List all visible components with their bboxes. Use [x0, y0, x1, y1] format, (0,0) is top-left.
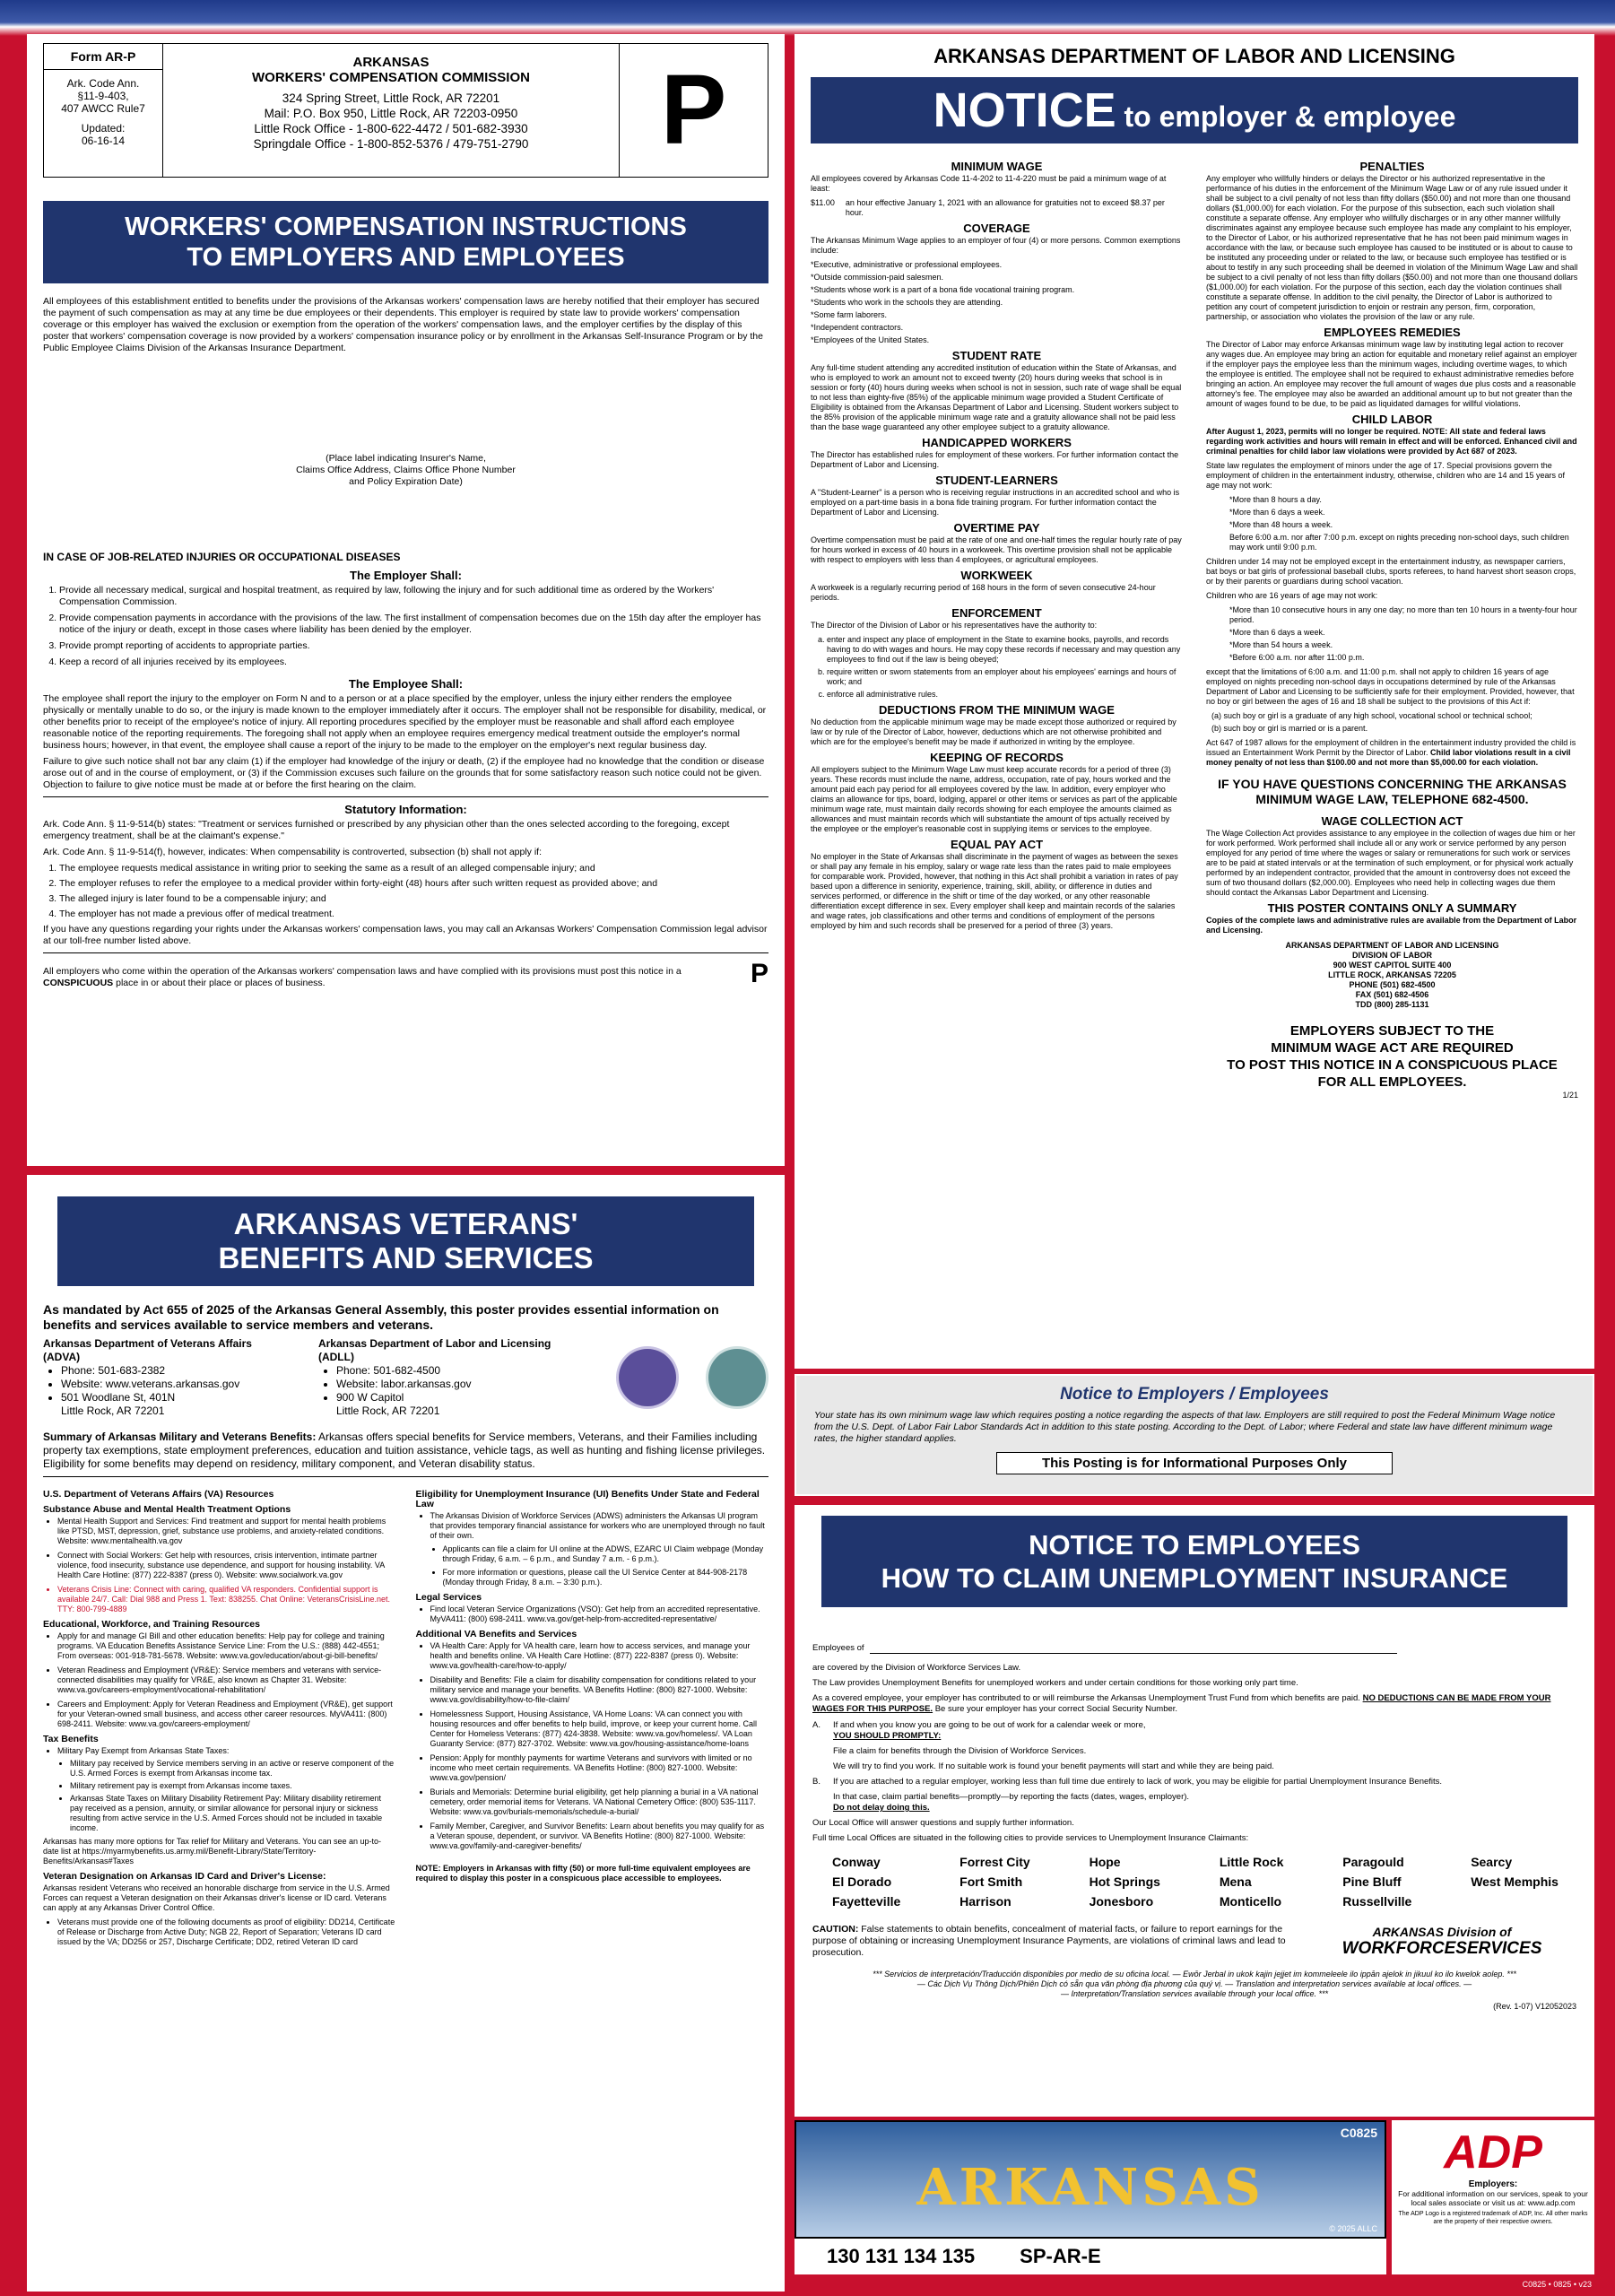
vet-adva	[43, 1337, 291, 1418]
dol-handicapped-heading: HANDICAPPED WORKERS	[922, 436, 1072, 449]
ui-languages	[812, 1970, 1576, 1999]
vet-title-line2: BENEFITS AND SERVICES	[218, 1241, 594, 1274]
vet-summary-para	[43, 1431, 768, 1471]
dol-questions: IF YOU HAVE QUESTIONS CONCERNING THE ARKANSAS MINIMUM WAGE LAW, TELEPHONE 682-4500.	[1218, 777, 1567, 806]
dol-min-wage-2: an hour effective January 1, 2021 with an allowance for gratuities not to exceed $8.37 per hour.	[845, 198, 1165, 217]
ui-lang-3: — Interpretation/Translation services available through your local office. ***	[1061, 1989, 1328, 1998]
city: West Memphis	[1471, 1874, 1559, 1889]
dol-child-3: Children who are 16 years of age may not work:	[1206, 591, 1378, 600]
ui-full-time: Full time Local Offices are situated in the following cities to provide services to Unemployment Insurance Claimants:	[812, 1833, 1249, 1843]
wc-code-3: 407 AWCC Rule7	[61, 102, 145, 115]
dol-contact-line: PHONE (501) 682-4500	[1349, 980, 1436, 989]
list-item: • Military Pay Exempt from Arkansas State Taxes:	[57, 1746, 396, 1756]
vet-adll-heading: Arkansas Department of Labor and Licensing (ADLL)	[317, 1337, 551, 1363]
footer-employers-heading: Employers:	[1468, 2179, 1518, 2189]
vet-title-line1: ARKANSAS VETERANS'	[233, 1207, 578, 1240]
wc-letter: P	[660, 55, 727, 165]
vet-adll	[318, 1337, 589, 1418]
list-item: • Phone: 501-682-4500	[336, 1364, 589, 1378]
dol-post-line: MINIMUM WAGE ACT ARE REQUIRED	[1271, 1040, 1514, 1056]
dol-contact-line: 900 WEST CAPITOL SUITE 400	[1333, 961, 1452, 970]
list-item: • Veterans Crisis Line: Connect with caring, qualified VA responders. Confidential support is available 24/7. Call: Dial 988 and Press 1. Text: 838255. Chat Online: VeteransCrisisLine.net. TTY: 800-799-4889	[57, 1585, 396, 1614]
ui-title-line2: HOW TO CLAIM UNEMPLOYMENT INSURANCE	[881, 1562, 1508, 1594]
vet-section-heading: Educational, Workforce, and Training Resources	[43, 1619, 260, 1630]
dol-overtime-heading: OVERTIME PAY	[953, 521, 1040, 535]
wc-footer-letter: P	[750, 959, 768, 988]
ui-lang-1: *** Servicios de interpretación/Traducción disponibles por medio de su oficina local. — Ewōr Jerbal in ukok kajin jejjet im kommeleele ilo ippān ajelok in jikuul ko ilo kwelok aolep. ***	[873, 1970, 1516, 1979]
list-item: • Website: labor.arkansas.gov	[336, 1378, 589, 1391]
wc-insurer-line1: (Place label indicating Insurer's Name,	[326, 453, 486, 464]
wc-employer-shall-heading: The Employer Shall:	[350, 569, 462, 582]
ui-b-1: In that case, claim partial benefits—promptly—by reporting the facts (dates, wages, employer).	[832, 1792, 1190, 1802]
list-item: • Find local Veteran Service Organizations (VSO): Get help from an accredited representative. MyVA411: (800) 698-2411. www.va.gov/get-help-from-accredited-representative/	[430, 1605, 769, 1624]
dol-remedies-heading: EMPLOYEES REMEDIES	[1324, 326, 1461, 339]
dol-penalties-heading: PENALTIES	[1359, 160, 1425, 173]
dol-remedies: The Director of Labor may enforce Arkansas minimum wage law by instituting legal action to recover any wages due. An employee may bring an action for equitable and monetary relief against an employer if the employer pays the employee less than the minimum wages, including overtime wages, to which the employee is entitled. The employee shall not be required to exhaust administrative remedies before bringing an action. An employee may recover the full amount of wages due plus costs and a reasonable attorney's fee. The employee may also be awarded an additional amount up to but not greater than the amount of wages found to be due, to be paid as liquidated damages for willful violations.	[1206, 340, 1577, 408]
ui-city-col	[959, 1852, 1030, 1911]
dol-equal-heading: EQUAL PAY ACT	[950, 838, 1044, 851]
city: Hope	[1089, 1855, 1121, 1869]
list-item: 4. Keep a record of all injuries received by its employees.	[59, 657, 768, 668]
vet-summary: Arkansas offers special benefits for Service members, Veterans, and their Families including property tax exemptions, state employment preferences, education and tuition assistance, vehicle tags, as well as hunting and fishing license privileges. Eligibility for some benefits may depend on residency, military component, and Veteran disability status.	[43, 1431, 766, 1470]
dol-child-bold: After August 1, 2023, permits will no longer be required. NOTE: All state and federal laws regarding work activities and hours will remain in effect and will be enforced. Enhanced civil and criminal penalties for child labor law violations were provided by Act 687 of 2023.	[1206, 427, 1577, 456]
vet-seal-1-icon	[616, 1346, 679, 1409]
ui-logo-top: ARKANSAS Division of	[1372, 1924, 1512, 1939]
dol-deductions: No deduction from the applicable minimum wage may be made except those authorized or required by law or by rule of the Director of Labor, however, deductions which are not otherwise prohibited and which are for the employee's benefit may be made if authorized in writing by the employee.	[811, 718, 1177, 746]
wc-employee-shall-heading: The Employee Shall:	[348, 677, 464, 691]
city: Hot Springs	[1089, 1874, 1160, 1889]
city: Little Rock	[1219, 1855, 1284, 1869]
dol-post-line: TO POST THIS NOTICE IN A CONSPICUOUS PLACE	[1227, 1057, 1558, 1073]
list-item: • Phone: 501-683-2382	[61, 1364, 291, 1378]
dol-penalties: Any employer who willfully hinders or delays the Director or his authorized representative in the performance of his duties in the enforcement of the Minimum Wage Law or of any rule issued under it shall be subject to a civil penalty of not less than fifty dollars ($50.00) and not more than one thousand dollars ($1,000.00) for each violation. For the purpose of this subsection, each such violation shall constitute a separate offense. Any employer who willfully discharges or in any other manner willfully discriminates against any employee because such employee has made any complaint to his employer, to the Director of Labor, or his authorized representative that he has not been paid minimum wages in accordance with the law, or because such employee has caused to be instituted or is about to cause to be instituted any proceeding under or related to the law, or because such employee has testified or is about to testify in any such proceeding shall be deemed in violation of the Minimum Wage Law and shall be subject to a civil penalty of not less than fifty dollars ($50.00) and not more than one thousand dollars ($1,000.00) for each violation. For the purpose of this section, each day the violation continues shall constitute a separate offense. In addition to the civil penalty, the Director of Labor is authorized to petition any court of competent jurisdiction to enjoin or restrain any person, firm, corporation, partnership, or association who violates the provision of the law or any rule.	[1206, 174, 1578, 321]
list-item: • Veterans must provide one of the following documents as proof of eligibility: DD214, Certificate of Release or Discharge from Active Duty; NGB 22, Report of Separation; Veterans ID card issued by the VA; DD256 or 257, Discharge Certificate; DD2, retired Veteran ID card	[57, 1918, 396, 1947]
city: Paragould	[1342, 1855, 1404, 1869]
wc-address-1: 324 Spring Street, Little Rock, AR 72201	[282, 91, 500, 105]
dol-agency: ARKANSAS DEPARTMENT OF LABOR AND LICENSING	[933, 45, 1455, 67]
wc-form-id: Form AR-P	[44, 44, 162, 70]
list-item: • Pension: Apply for monthly payments for wartime Veterans and survivors with limited or no income who meet certain requirements. VA Benefits Hotline: (800) 827-1000. Website: www.va.gov/pension/	[430, 1753, 769, 1783]
ui-a-1: File a claim for benefits through the Division of Workforce Services.	[832, 1746, 1087, 1756]
dol-notice-banner	[811, 77, 1578, 144]
ui-covered-employee-para	[812, 1693, 1576, 1715]
dol-enforcement-heading: ENFORCEMENT	[951, 606, 1042, 620]
wc-statutory-2: Ark. Code Ann. § 11-9-514(f), however, indicates: When compensability is controverted, subsection (b) shall not apply if:	[43, 847, 543, 857]
city: Jonesboro	[1089, 1894, 1154, 1909]
list-item: *Students who work in the schools they are attending.	[811, 298, 1003, 307]
ui-caution-para	[812, 1924, 1307, 1959]
ui-b-2: Do not delay doing this.	[832, 1803, 930, 1813]
dol-coverage-heading: COVERAGE	[963, 222, 1030, 235]
dol-notice-big: NOTICE	[933, 83, 1116, 137]
list-item: *Independent contractors.	[811, 323, 904, 332]
list-item: • The Arkansas Division of Workforce Services (ADWS) administers the Arkansas UI program that provides temporary financial assistance for workers who are unemployed through no fault of their own.	[430, 1511, 769, 1541]
ui-lang-2: — Các Dịch Vụ Thông Dịch/Phiên Dịch có sẵn qua văn phòng địa phương của quý vị. — Translation and interpretation services available at local offices. —	[916, 1979, 1472, 1988]
list-item: • Connect with Social Workers: Get help with resources, crisis intervention, intimate partner violence, food insecurity, substance use dependence, and support for housing instability. VA Health Care Hotline: (877) 222-8387 (press 0). Website: www.socialwork.va.gov	[57, 1551, 396, 1580]
footer-numbers: 130 131 134 135	[827, 2245, 976, 2267]
list-item: • Veteran Readiness and Employment (VR&E): Service members and veterans with service-connected disabilities may qualify for VR&E, also known as Chapter 31. Website: www.va.gov/careers-employment/vocational-rehabilitation/	[57, 1665, 396, 1695]
wc-updated-date: 06-16-14	[81, 135, 126, 147]
dol-contact-line: DIVISION OF LABOR	[1351, 951, 1432, 960]
ui-body	[812, 1643, 1576, 1844]
wc-updated-label: Updated:	[81, 122, 126, 135]
vet-seal-2-icon	[706, 1346, 768, 1409]
dol-min-wage-amount: $11.00	[811, 198, 835, 207]
dol-collection-heading: WAGE COLLECTION ACT	[1321, 814, 1463, 828]
vet-adll-city: Little Rock, AR 72201	[335, 1405, 440, 1417]
dol-student-heading: STUDENT RATE	[951, 349, 1042, 362]
wc-code-1: Ark. Code Ann.	[66, 77, 140, 90]
dol-learners-heading: STUDENT-LEARNERS	[935, 474, 1058, 487]
ui-city-col	[832, 1852, 900, 1911]
list-item: b. require written or sworn statements from an employer about his employees' earnings and hours of work; and	[827, 667, 1183, 687]
ui-caution-heading: CAUTION:	[812, 1924, 859, 1935]
city: Russellville	[1342, 1894, 1412, 1909]
dol-left-column	[811, 156, 1183, 1100]
list-item: *Students whose work is a part of a bona fide vocational training program.	[811, 285, 1075, 294]
ui-covered-employee: As a covered employee, your employer has contributed to or will reimburse the Arkansas Unemployment Trust Fund from which benefits are paid.	[812, 1693, 1360, 1703]
ui-b-text: If you are attached to a regular employer, working less than full time due entirely to lack of work, you may be eligible for partial Unemployment Insurance Benefits.	[832, 1777, 1443, 1787]
ui-caution: False statements to obtain benefits, concealment of material facts, or failure to report earnings for the purpose of obtaining or increasing Unemployment Insurance Payments, are violations of criminal laws and lead to prosecution.	[812, 1924, 1286, 1958]
list-item: • Apply for and manage GI Bill and other education benefits: Help pay for college and training programs. VA Education Benefits Assistance Service Line: From the U.S.: (888) 442-4551; From overseas: 001-918-781-5678. Website: www.va.gov/education/about-gi-bill-benefits/	[57, 1631, 396, 1661]
list-item: *More than 10 consecutive hours in any one day; no more than ten 10 hours in a twenty-four hour period.	[1229, 605, 1577, 624]
wc-statutory-list	[43, 863, 768, 920]
vet-section-heading: Eligibility for Unemployment Insurance (UI) Benefits Under State and Federal Law	[415, 1489, 760, 1509]
list-item: • Burials and Memorials: Determine burial eligibility, get help planning a burial in a VA national cemetery, order memorial items for Veterans. VA National Cemetery Office: (800) 535-1117. Website: www.va.gov/burials-memorials/schedule-a-burial/	[430, 1787, 769, 1817]
wc-address-2: Mail: P.O. Box 950, Little Rock, AR 72203-0950	[264, 107, 518, 120]
wc-footer	[43, 959, 768, 989]
list-item: *More than 8 hours a day.	[1229, 495, 1322, 504]
dol-child-1: State law regulates the employment of minors under the age of 17. Special provisions govern the employment of children in the entertainment industry, otherwise, children who are 14 and 15 years of age may not work:	[1206, 461, 1566, 490]
dol-child-heading: CHILD LABOR	[1351, 413, 1433, 426]
ui-workforce-logo	[1307, 1925, 1576, 1959]
list-item: c. enforce all administrative rules.	[827, 690, 1183, 700]
city: Mena	[1219, 1874, 1252, 1889]
ui-a-prompt: YOU SHOULD PROMPTLY:	[832, 1731, 942, 1741]
wc-agency: WORKERS' COMPENSATION COMMISSION	[252, 70, 530, 85]
city: El Dorado	[832, 1874, 892, 1889]
ui-title-line1: NOTICE TO EMPLOYEES	[1029, 1529, 1360, 1561]
list-item: *Before 6:00 a.m. nor after 11:00 p.m.	[1229, 653, 1365, 662]
list-item: • Military retirement pay is exempt from Arkansas income taxes.	[70, 1781, 396, 1791]
list-item: *More than 6 days a week.	[1229, 628, 1325, 637]
footer-employers: For additional information on our services, speak to your local sales associate or visit us at: www.adp.com	[1398, 2189, 1588, 2207]
list-item: *Employees of the United States.	[811, 335, 930, 344]
dol-workweek-heading: WORKWEEK	[960, 569, 1033, 582]
footer-copyright: © 2025 ALLC	[1329, 2224, 1377, 2233]
list-item: • Family Member, Caregiver, and Survivor Benefits: Learn about benefits you may qualify for as a Veteran spouse, dependent, or survivor. VA Benefits Hotline: (800) 827-1000. Website: www.va.gov/family-and-caregiver-benefits/	[430, 1822, 769, 1851]
vet-note: NOTE: Employers in Arkansas with fifty (50) or more full-time equivalent employees are required to display this poster in a conspicuous place accessible to employees.	[415, 1864, 751, 1883]
dol-rev: 1/21	[1562, 1091, 1578, 1100]
ui-a-text: If and when you know you are going to be out of work for a calendar week or more,	[832, 1720, 1146, 1730]
workers-comp-panel	[27, 34, 785, 1166]
city: Searcy	[1471, 1855, 1513, 1869]
wc-employee-shall-2: Failure to give such notice shall not bar any claim (1) if the employer had knowledge of the injury or death, (2) if the employee had no knowledge that the condition or disease arose out of and in the course of employment, or (3) if the Commission excuses such failure on the grounds that for some satisfactory reason such notice could not be given. Objection to failure to give notice must be made at or before the first hearing on the claim.	[43, 756, 765, 790]
list-item: 3. The alleged injury is later found to be a compensable injury; and	[59, 893, 768, 905]
wc-statutory-heading: Statutory Information:	[344, 803, 467, 816]
dol-child-list-1	[1206, 495, 1578, 552]
list-item: (a) such boy or girl is a graduate of any high school, vocational school or technical school;	[1211, 711, 1533, 720]
wc-footer-end: place in or about their place or places of business.	[116, 978, 326, 988]
vet-summary-heading: Summary of Arkansas Military and Veterans Benefits:	[43, 1431, 317, 1443]
list-item: Before 6:00 a.m. nor after 7:00 p.m. except on nights preceding non-school days, such children may work until 9:00 p.m.	[1229, 533, 1569, 552]
dol-child-5-bold: Child labor violations result in a civil money penalty of not less than $100.00 and not more than $5,000.00 for each violation.	[1206, 748, 1571, 767]
dol-summary-heading: THIS POSTER CONTAINS ONLY A SUMMARY	[1267, 901, 1517, 915]
wc-state: ARKANSAS	[352, 55, 430, 70]
ui-title-banner	[821, 1516, 1567, 1607]
fed-notice-title: Notice to Employers / Employees	[1060, 1385, 1329, 1404]
wc-title-line1: WORKERS' COMPENSATION INSTRUCTIONS	[125, 213, 687, 241]
vet-section-heading: U.S. Department of Veterans Affairs (VA) Resources	[43, 1489, 274, 1500]
vet-right-column	[416, 1484, 769, 1947]
ui-cities	[812, 1848, 1576, 1915]
list-item: • Careers and Employment: Apply for Veteran Readiness and Employment (VR&E), get support for your Veteran-owned small business, and access other career resources. MyVA411: (800) 698-2411. Website: www.va.gov/careers-employment/	[57, 1700, 396, 1729]
dol-collection: The Wage Collection Act provides assistance to any employee in the collection of wages due him or her for work performed. Work performed shall include all or any work or service performed by any person employed for any period of time where the wages or salary or remunerations for such work or services are to be paid at stated intervals or at the termination of such employment, or for physical work actually performed by an independent contractor, provided that the amount in controversy does not exceed the sum of two thousand dollars ($2,000.00). Employees who need help in collecting wages due them should contact the Arkansas Labor Department and Licensing.	[1206, 829, 1576, 897]
wc-statutory-1: Ark. Code Ann. § 11-9-514(b) states: "Treatment or services furnished or prescribed by any physician other than the ones selected according to the foregoing, except emergency treatment, shall be at the claimant's expense."	[43, 819, 730, 841]
fed-notice-box: This Posting is for Informational Purposes Only	[996, 1452, 1393, 1474]
dol-child-4: except that the limitations of 6:00 a.m. and 11:00 p.m. shall not apply to children 16 years of age employed on nights preceding non-school days in occupations determined by rule of the Arkansas Department of Labor and Licensing to be sufficiently safe for their employment. Provided, however, that no boy or girl between the ages of 16 and 18 shall be subject to the provisions of this Act if:	[1206, 667, 1575, 706]
dol-min-wage-heading: MINIMUM WAGE	[951, 160, 1043, 173]
dol-child-list-2	[1206, 605, 1578, 663]
list-item: • Mental Health Support and Services: Find treatment and support for mental health problems like PTSD, MST, depression, grief, substance use problems, and anxiety-related conditions. Website: www.mentalhealth.va.gov	[57, 1517, 396, 1546]
dol-min-wage-1: All employees covered by Arkansas Code 11-4-202 to 11-4-220 must be paid a minimum wage of at least:	[811, 174, 1167, 193]
fed-notice-panel	[794, 1374, 1594, 1496]
ui-city-col	[1090, 1852, 1160, 1911]
wc-intro: All employees of this establishment entitled to benefits under the provisions of the Arkansas workers' compensation laws are hereby notified that their employer has secured the payment of such compensation as may at any time be due employees or their dependents. This employer is required by state law to provide workers' compensation coverage or this employer has waived the exclusion or exemption from the operation of the workers' compensation laws, and the employer certifies by the display of this poster that workers' compensation coverage is now provided by a workers' compensation insurance policy or by enrollment in the Arkansas Self-Insurance Program or by the Public Employee Claims Division of the Arkansas Insurance Department.	[43, 296, 763, 353]
ui-city-col	[1471, 1852, 1559, 1911]
dol-equal: No employer in the State of Arkansas shall discriminate in the payment of wages as between the sexes or shall pay any female in his employ, salary or wage rate less than the rates paid to male employees for comparable work. Provided, however, that nothing in this Act shall prohibit a variation in rates of pay based upon a difference in seniority, experience, training, skill, ability, or difference in duties and services performed, or difference in the shift or time of the day worked, or any other reasonable differentiation except difference in sex. Every employer shall keep and maintain records of the salaries and wage rates, job classifications and other terms and conditions of employment of the persons employed by him and such records shall be preserved for a period of three (3) years.	[811, 852, 1178, 930]
list-item: *More than 48 hours a week.	[1229, 520, 1333, 529]
ui-ssn: Be sure your employer has your correct Social Security Number.	[934, 1704, 1178, 1714]
vet-section-heading: Legal Services	[415, 1592, 482, 1603]
dol-coverage-list	[811, 260, 1183, 345]
list-item: *More than 6 days a week.	[1229, 508, 1325, 517]
footer-state: ARKANSAS	[916, 2158, 1264, 2217]
list-item: *Outside commission-paid salesmen.	[811, 273, 944, 282]
dol-records: All employers subject to the Minimum Wage Law must keep accurate records for a period of three (3) years. These records must include the name, address, occupation, rate of pay, hours worked and the amount paid each pay period for all employees covered by the law. In addition, every employer who claims an allowance for tips, board, lodging, apparel or other items or services as part of the applicable minimum wage rate, must maintain daily records showing for each employee the amounts claimed as allowances and must maintain records which will substantiate the amount of tips actually received by the employee or the employer's reasonable cost in supplying items or services to the employee.	[811, 765, 1177, 833]
wc-form-box	[44, 44, 163, 177]
vet-tax-more: Arkansas has many more options for Tax relief for Military and Veterans. You can see an up-to-date list at https://myarmybenefits.us.army.mil/Benefit-Library/State/Territory-Benefits/Arkansas#Taxes	[43, 1837, 382, 1866]
dol-child-5-para	[1206, 738, 1578, 768]
veterans-panel	[27, 1175, 785, 2292]
list-item: • 900 W Capitol	[336, 1391, 589, 1405]
list-item: 4. The employer has not made a previous offer of medical treatment.	[59, 909, 768, 920]
footer-bottom-code: C0825 • 0825 • v23	[1522, 2280, 1592, 2289]
list-item: a. enter and inspect any place of employment in the State to examine books, payrolls, and records having to do with wages and hours. He may copy these records if necessary and may question any employees to find out if the law is being obeyed;	[827, 635, 1183, 665]
list-item: 2. Provide compensation payments in accordance with the provisions of the law. The first installment of compensation becomes due on the 15th day after the employer has notice of the injury or death, except in those cases where liability has been denied by the employer.	[59, 613, 768, 636]
wc-insurer-line3: and Policy Expiration Date)	[349, 476, 463, 487]
city: Fayetteville	[832, 1894, 901, 1909]
dol-deductions-heading: DEDUCTIONS FROM THE MINIMUM WAGE	[879, 703, 1115, 717]
wc-employee-shall-1: The employee shall report the injury to the employer on Form N and to a person or at a place specified by the employer, unless the injury either renders the employee physically or mentally unable to do so, or the injury is made known to the employer immediately after it occurs. The employer shall not be responsible for disability, medical, or other benefits prior to receipt of the employee's notice of injury. All reporting procedures specified by the employer must be reasonable and shall afford each employee reasonable notice of the reporting requirements. The foregoing shall not apply when an employee requires emergency medical treatment outside the employer's normal business hours; however, in that event, the employee shall cause a report of the injury to be made to the employer on the employer's next regular business day.	[43, 693, 767, 751]
wc-footer-bold: CONSPICUOUS	[43, 978, 114, 988]
footer-state-banner	[794, 2120, 1386, 2239]
vet-id-1: Arkansas resident Veterans who received an honorable discharge from service in the U.S. Armed Forces can request a Veteran designation on their Arkansas driver's license or ID card. Veterans can apply at any Arkansas Driver Control Office.	[43, 1883, 390, 1912]
city: Fort Smith	[959, 1874, 1023, 1889]
list-item: *Executive, administrative or professional employees.	[811, 260, 1003, 269]
ui-a-2: We will try to find you work. If no suitable work is found your benefit payments will start and while they are being paid.	[832, 1761, 1274, 1771]
dol-child-2: Children under 14 may not be employed except in the entertainment industry, as newspaper carriers, bat boys or bat girls of professional baseball clubs, sports referees, to hand harvest short season crops, or by their parents or guardians during school vacation.	[1206, 557, 1576, 586]
dol-contact-line: FAX (501) 682-4506	[1355, 990, 1429, 999]
ui-law-provides: The Law provides Unemployment Benefits for unemployed workers and under certain conditions for those working only part time.	[812, 1678, 1298, 1688]
city: Monticello	[1219, 1894, 1282, 1909]
ui-no-deductions: NO DEDUCTIONS CAN BE MADE FROM YOUR WAGES FOR THIS PURPOSE.	[812, 1693, 1551, 1714]
list-item: *Some farm laborers.	[811, 310, 888, 319]
list-item: 2. The employer refuses to refer the employee to a medical provider within forty-eight (48) hours after such written request as provided above; and	[59, 878, 768, 890]
list-item: (b) such boy or girl is married or is a parent.	[1211, 724, 1368, 733]
list-item: *More than 54 hours a week.	[1229, 640, 1333, 649]
dol-notice-rest: to employer & employee	[1124, 100, 1456, 133]
wc-title-banner	[43, 201, 768, 283]
dol-columns	[811, 156, 1578, 1100]
dol-contact-line: ARKANSAS DEPARTMENT OF LABOR AND LICENSING	[1285, 941, 1499, 950]
vet-adva-city: Little Rock, AR 72201	[61, 1405, 165, 1417]
ui-b-label: B.	[812, 1777, 821, 1787]
list-item: • 501 Woodlane St, 401N	[61, 1391, 291, 1405]
dol-contact	[1206, 941, 1578, 1010]
vet-contacts	[43, 1337, 768, 1418]
vet-section-heading: Substance Abuse and Mental Health Treatment Options	[43, 1504, 291, 1515]
wc-letter-box	[619, 44, 768, 177]
ui-covered: are covered by the Division of Workforce Services Law.	[812, 1663, 1021, 1673]
vet-adva-heading: Arkansas Department of Veterans Affairs (ADVA)	[43, 1337, 252, 1363]
ui-employer-name-line	[870, 1644, 1397, 1654]
dol-contact-line: LITTLE ROCK, ARKANSAS 72205	[1328, 970, 1456, 979]
list-item: • Applicants can file a claim for UI online at the ADWS, EZARC UI Claim webpage (Monday through Friday, 6 a.m. – 6 p.m., and Sunday 7 a.m. - 6 p.m.).	[443, 1544, 769, 1564]
wc-employer-shall-list	[43, 585, 768, 668]
dol-learners: A "Student-Learner" is a person who is receiving regular instructions in an accredited school and who is employed on a part-time basis in a bona fide training program. For further information contact the Department of Labor and Licensing.	[811, 488, 1180, 517]
dol-enforcement-list	[811, 635, 1183, 700]
wc-injury-heading: IN CASE OF JOB-RELATED INJURIES OR OCCUPATIONAL DISEASES	[43, 551, 401, 563]
footer-code: C0825	[1340, 2126, 1377, 2140]
vet-title-banner	[57, 1196, 754, 1286]
dol-post-line: EMPLOYERS SUBJECT TO THE	[1289, 1023, 1495, 1039]
dol-records-heading: KEEPING OF RECORDS	[930, 751, 1064, 764]
list-item: 3. Provide prompt reporting of accidents to appropriate parties.	[59, 640, 768, 652]
list-item: • Disability and Benefits: File a claim for disability compensation for conditions related to your military service and manage your benefits. VA Benefits Hotline: (800) 827-1000. Website: www.va.gov/disability/how-to-file-claim/	[430, 1675, 769, 1705]
dol-right-column	[1206, 156, 1578, 1100]
dol-child-list-3	[1206, 711, 1578, 734]
vet-section-heading: Veteran Designation on Arkansas ID Card and Driver's License:	[43, 1871, 326, 1882]
ui-local-office: Our Local Office will answer questions and supply further information.	[812, 1818, 1074, 1828]
wc-header	[43, 43, 768, 178]
ui-logo-bottom: WORKFORCESERVICES	[1341, 1938, 1542, 1958]
ui-city-col	[1220, 1852, 1284, 1911]
wc-title-line2: TO EMPLOYERS AND EMPLOYEES	[187, 243, 625, 272]
vet-intro: As mandated by Act 655 of 2025 of the Arkansas General Assembly, this poster provides essential information on benefits and services available to service members and veterans.	[43, 1302, 719, 1332]
wc-address-3: Little Rock Office - 1-800-622-4472 / 501-682-3930	[254, 122, 528, 135]
ui-rev: (Rev. 1-07) V12052023	[1493, 2002, 1576, 2011]
fed-notice-text: Your state has its own minimum wage law which requires posting a notice regarding the aspects of that law. Employers are still required to post the Federal Minimum Wage notice from the U.S. Dept. of Labor Fair Labor Standards Act in addition to this state posting. According to the Dept. of Labor; where Federal and state law have different minimum wage rates, the higher standard applies.	[814, 1410, 1556, 1444]
ui-city-col	[1342, 1852, 1411, 1911]
footer-numbers-bar	[794, 2239, 1386, 2274]
footer-sku: SP-AR-E	[1020, 2245, 1101, 2267]
vet-columns	[43, 1484, 768, 1947]
dol-coverage-1: The Arkansas Minimum Wage applies to an employer of four (4) or more persons. Common exemptions include:	[811, 236, 1181, 255]
ui-employees-of: Employees of	[812, 1643, 864, 1653]
wc-insurer-line2: Claims Office Address, Claims Office Phone Number	[296, 465, 516, 475]
vet-left-column	[43, 1484, 396, 1947]
dol-handicapped: The Director has established rules for employment of these workers. For further information contact the Department of Labor and Licensing.	[811, 450, 1179, 469]
dol-post-notice	[1206, 1022, 1578, 1091]
dol-overtime: Overtime compensation must be paid at the rate of one and one-half times the regular hourly rate of pay for hours worked in excess of 40 hours in a workweek. This overtime provision shall not be applicable with respect to employers with less than 4 employees, or agricultural employees.	[811, 535, 1182, 564]
list-item: • Military pay received by Service members serving in an active or reserve component of the U.S. Armed Forces is exempt from Arkansas income tax.	[70, 1759, 396, 1779]
vet-section-heading: Additional VA Benefits and Services	[415, 1629, 577, 1639]
ui-panel	[794, 1505, 1594, 2117]
dol-student: Any full-time student attending any accredited institution of education within the State of Arkansas, and who is employed to work an amount not to exceed twenty (20) hours during weeks that school is in session or forty (40) hours during weeks when school is not in session, such rate of wage shall be equal to not less than eighty-five (85%) of the applicable minimum wage provided a Student Certificate of Eligibility is obtained from the Arkansas Department of Labor and Licensing. Student workers subject to the 85% provision of the applicable minimum wage rate and a gratuity allowance shall not be paid less than the base wage guaranteed any other employee subject to a gratuity allowance.	[811, 363, 1182, 431]
list-item: • For more information or questions, please call the UI Service Center at 844-908-2178 (Monday through Friday, 8 a.m. – 3:30 p.m.).	[443, 1568, 769, 1587]
ui-a-label: A.	[812, 1720, 821, 1730]
wc-agency-box	[163, 44, 619, 177]
dol-child-5: Act 647 of 1987 allows for the employment of children in the entertainment industry provided the child is issued an Entertainment Work Permit by the Director of Labor.	[1206, 738, 1576, 757]
wc-code-2: §11-9-403,	[77, 90, 129, 102]
list-item: • Website: www.veterans.arkansas.gov	[61, 1378, 291, 1391]
list-item: 1. Provide all necessary medical, surgical and hospital treatment, as required by law, following the injury and for such additional time as ordered by the Workers' Compensation Commission.	[59, 585, 768, 608]
wc-footer-text: All employers who come within the operation of the Arkansas workers' compensation laws and have complied with its provisions must post this notice in a	[43, 966, 682, 977]
city: Forrest City	[959, 1855, 1030, 1869]
dol-post-line: FOR ALL EMPLOYEES.	[1317, 1074, 1467, 1090]
wc-questions: If you have any questions regarding your rights under the Arkansas workers' compensation laws, you may call an Arkansas Workers' Compensation Commission legal advisor at our toll-free number listed above.	[43, 924, 768, 946]
list-item: • VA Health Care: Apply for VA health care, learn how to access services, and manage your health and benefits online. VA Health Care Hotline: (877) 222-8387 (press 0). Website: www.va.gov/health-care/how-to-apply/	[430, 1641, 769, 1671]
vet-section-heading: Tax Benefits	[43, 1734, 99, 1744]
dol-summary: Copies of the complete laws and administrative rules are available from the Department of Labor and Licensing.	[1206, 916, 1577, 935]
wc-address-4: Springdale Office - 1-800-852-5376 / 479-751-2790	[253, 137, 529, 151]
dol-workweek: A workweek is a regularly recurring period of 168 hours in the form of seven consecutive 24-hour periods.	[811, 583, 1156, 602]
dol-panel	[794, 34, 1594, 1369]
footer-trademark: The ADP Logo is a registered trademark of ADP, Inc. All other marks are the property of their respective owners.	[1398, 2211, 1588, 2225]
wc-insurer-placeholder	[43, 453, 768, 488]
list-item: 1. The employee requests medical assistance in writing prior to seeking the same as a result of an alleged compensable injury; and	[59, 863, 768, 874]
adp-logo: ADP	[1444, 2126, 1542, 2179]
footer-adp-box	[1392, 2120, 1594, 2274]
dol-contact-line: TDD (800) 285-1131	[1355, 1000, 1429, 1009]
city: Harrison	[959, 1894, 1012, 1909]
dol-enforcement: The Director of the Division of Labor or his representatives have the authority to:	[811, 621, 1098, 630]
list-item: • Homelessness Support, Housing Assistance, VA Home Loans: VA can connect you with housing resources and offer benefits to help build, improve, or keep your current home. Call Center for Homeless Veterans: (877) 424-3838. Website: www.va.gov/homeless/. VA Loan Guaranty Service: (877) 827-3702. Website: www.va.gov/housing-assistance/home-loans	[430, 1709, 769, 1749]
list-item: • Arkansas State Taxes on Military Disability Retirement Pay: Military disability retirement pay received as a pension, annuity, or similar allowance for personal injury or sickness resulting from active service in the U.S. Armed Forces should not be included in taxable income.	[70, 1794, 396, 1833]
city: Pine Bluff	[1342, 1874, 1402, 1889]
city: Conway	[832, 1855, 881, 1869]
